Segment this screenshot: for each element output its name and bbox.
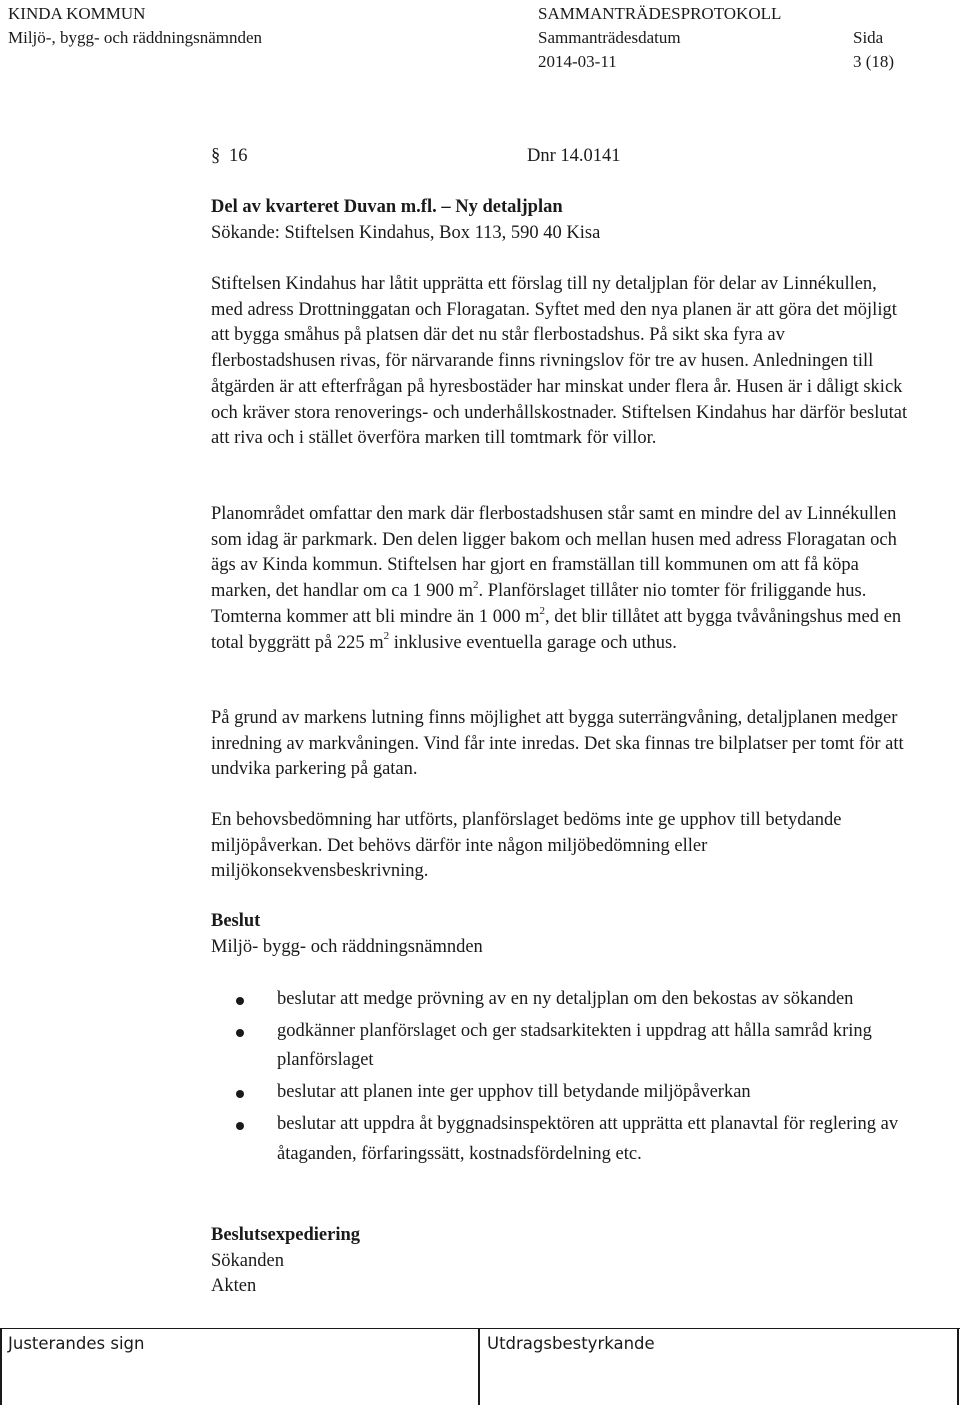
footer-sign-table [0,1328,960,1405]
dispatch-recipient: Akten [211,1276,257,1296]
list-item-text: beslutar att uppdra åt byggnadsinspektören att upprätta ett planavtal för reglering av åtaganden, förfaringssätt, kostnadsfördelning etc. [277,1113,899,1164]
paragraph-1-text: Stiftelsen Kindahus har låtit upprätta ett förslag till ny detaljplan för delar av Linnékullen, med adress Drottninggatan och Floragatan. Syftet med den nya planen är att göra det möjligt att bygga småhus på platsen där det nu står flerbostadshus. På sikt ska fyra av flerbostadshusen rivas, för närvarande finns rivningslov för tre av husen. Anledningen till åtgärden är att efterfrågan på hyresbostäder har minskat under flera år. Husen är i dåligt skick och kräver stora renoverings- och underhållskostnader. Stiftelsen Kindahus har därför beslutat att riva och i stället överföra marken till tomtmark för villor. [211,274,908,449]
superscript-2: 2 [383,630,390,643]
department-name: Miljö-, bygg- och räddningsnämnden [8,28,263,47]
dnr-number: Dnr 14.0141 [527,146,621,166]
bullet-icon [236,997,244,1005]
decision-body: Miljö- bygg- och räddningsnämnden [211,937,483,957]
bullet-icon [236,1090,244,1098]
document-type: SAMMANTRÄDESPROTOKOLL [538,4,782,23]
page-label: Sida [853,28,884,47]
list-item [236,1078,916,1108]
section-number: 16 [229,146,248,166]
paragraph-2 [211,502,911,656]
section-title: Del av kvarteret Duvan m.fl. – Ny detaljplan [211,197,563,217]
list-item [236,1110,916,1169]
org-name: KINDA KOMMUN [8,4,146,23]
paragraph-2-part-a: Planområdet omfattar den mark där flerbostadshusen står samt en mindre del av Linnékullen som idag är parkmark. Den delen ligger bakom och mellan husen med adress Floragatan och ägs av Kinda kommun. Stiftelsen har gjort en framställan till kommunen om att få köpa marken, det handlar om ca 1 900 m [211,504,897,602]
paragraph-4 [211,808,911,885]
meeting-date: 2014-03-11 [538,52,617,71]
decision-heading: Beslut [211,911,261,931]
extract-label: Utdragsbestyrkande [487,1334,655,1353]
list-item-text: beslutar att medge prövning av en ny detaljplan om den bekostas av sökanden [277,989,854,1009]
dispatch-recipient: Sökanden [211,1251,284,1271]
paragraph-2-part-b: . Planförslaget tillåter nio tomter för friliggande hus. Tomterna kommer att bli mindre än 1 000 m [211,581,867,627]
section-sign: § [211,146,221,166]
bullet-icon [236,1122,244,1130]
bullet-icon [236,1029,244,1037]
sign-label: Justerandes sign [8,1334,145,1353]
paragraph-3-text: På grund av markens lutning finns möjlighet att bygga suterrängvåning, detaljplanen medger inredning av markvåningen. Vind får inte inredas. Det ska finnas tre bilplatser per tomt för att undvika parkering på gatan. [211,708,904,780]
superscript-2: 2 [473,578,479,591]
sign-cell [0,1329,478,1405]
date-label: Sammanträdesdatum [538,28,681,47]
decision-list [236,985,916,1171]
footer-divider [957,1329,959,1405]
list-item [236,1017,916,1076]
superscript-2: 2 [539,604,546,617]
paragraph-1 [211,272,911,452]
list-item [236,985,916,1015]
list-item-text: beslutar att planen inte ger upphov till betydande miljöpåverkan [277,1082,751,1103]
dispatch-heading: Beslutsexpediering [211,1225,361,1245]
paragraph-2-part-c: , det blir tillåtet att bygga tvåvåningshus med en total byggrätt på 225 m [211,606,902,653]
extract-cell [479,1329,957,1405]
applicant: Sökande: Stiftelsen Kindahus, Box 113, 590 40 Kisa [211,223,601,243]
paragraph-2-part-d: inklusive eventuella garage och uthus. [389,632,677,653]
list-item-text: godkänner planförslaget och ger stadsarkitekten i uppdrag att hålla samråd kring planförslaget [277,1020,872,1071]
page-number: 3 (18) [853,52,895,71]
paragraph-4-text: En behovsbedömning har utförts, planförslaget bedöms inte ge upphov till betydande miljöpåverkan. Det behövs därför inte någon miljöbedömning eller miljökonsekvensbeskrivning. [211,810,842,882]
paragraph-3 [211,706,911,783]
